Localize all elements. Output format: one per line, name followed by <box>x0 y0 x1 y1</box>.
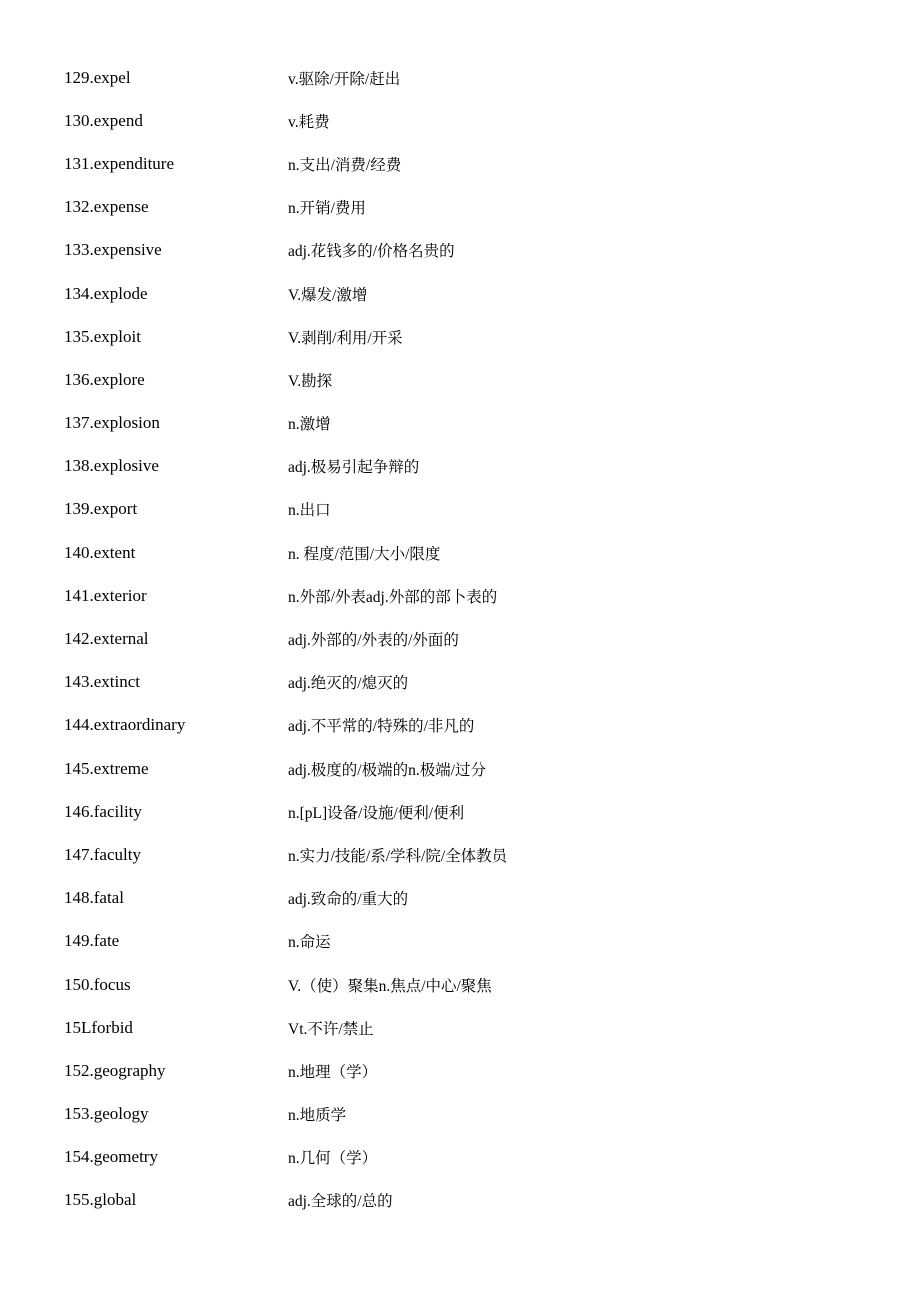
vocab-meaning: n.实力/技能/系/学科/院/全体教员 <box>288 847 508 865</box>
vocab-meaning: adj.花钱多的/价格名贵的 <box>288 243 455 261</box>
vocab-meaning: Vt.不许/禁止 <box>288 1020 374 1038</box>
vocab-meaning: V.勘探 <box>288 372 333 390</box>
list-item <box>64 661 864 704</box>
vocab-meaning: n.几何（学） <box>288 1150 378 1168</box>
vocab-meaning: n.支出/消费/经费 <box>288 156 402 174</box>
list-item <box>64 315 864 358</box>
vocab-word: 131.expenditure <box>64 153 174 173</box>
vocab-word: 133.expensive <box>64 240 162 260</box>
vocab-meaning: v.驱除/开除/赶出 <box>288 70 401 88</box>
vocab-meaning: v.耗费 <box>288 113 330 131</box>
vocab-word: 139.export <box>64 499 138 519</box>
list-item <box>64 747 864 790</box>
list-item <box>64 704 864 747</box>
list-item <box>64 99 864 142</box>
list-item <box>64 229 864 272</box>
list-item <box>64 531 864 574</box>
vocab-word: 149.fate <box>64 931 120 951</box>
vocab-meaning: n.开销/费用 <box>288 200 366 218</box>
list-item <box>64 963 864 1006</box>
vocab-word: 143.extinct <box>64 672 141 692</box>
list-item <box>64 1006 864 1049</box>
vocab-word: 135.exploit <box>64 326 141 346</box>
vocab-meaning: adj.全球的/总的 <box>288 1193 393 1211</box>
vocab-word: 136.explore <box>64 369 145 389</box>
vocab-meaning: n.地理（学） <box>288 1063 378 1081</box>
list-item <box>64 1093 864 1136</box>
list-item <box>64 445 864 488</box>
vocab-meaning: n.激增 <box>288 416 331 434</box>
vocab-meaning: adj.致命的/重大的 <box>288 891 409 909</box>
list-item <box>64 272 864 315</box>
list-item <box>64 56 864 99</box>
vocab-meaning: n.[pL]设备/设施/便利/便利 <box>288 804 465 822</box>
list-item <box>64 1049 864 1092</box>
vocab-word: 134.explode <box>64 283 148 303</box>
list-item <box>64 833 864 876</box>
vocab-word: 146.facility <box>64 801 142 821</box>
vocab-word: 140.extent <box>64 542 136 562</box>
vocab-meaning: V.爆发/激增 <box>288 286 368 304</box>
list-item <box>64 574 864 617</box>
vocab-meaning: V.剥削/利用/开采 <box>288 329 403 347</box>
vocab-word: 152.geography <box>64 1060 166 1080</box>
list-item <box>64 186 864 229</box>
list-item <box>64 877 864 920</box>
list-item <box>64 488 864 531</box>
vocab-word: 142.external <box>64 629 149 649</box>
vocab-word: 145.extreme <box>64 758 149 778</box>
vocab-meaning: n.出口 <box>288 502 331 520</box>
vocab-meaning: adj.不平常的/特殊的/非凡的 <box>288 718 475 736</box>
vocab-word: 129.expel <box>64 67 131 87</box>
vocab-word: 147.faculty <box>64 844 141 864</box>
list-item <box>64 358 864 401</box>
list-item <box>64 142 864 185</box>
vocab-word: 15Lforbid <box>64 1017 133 1037</box>
vocab-meaning: V.（使）聚集n.焦点/中心/聚焦 <box>288 977 492 995</box>
vocab-word: 148.fatal <box>64 888 124 908</box>
vocab-meaning: n.命运 <box>288 934 331 952</box>
vocab-word: 132.expense <box>64 197 149 217</box>
vocab-word: 153.geology <box>64 1104 149 1124</box>
vocab-word: 155.global <box>64 1190 137 1210</box>
vocab-word: 154.geometry <box>64 1147 158 1167</box>
vocab-word: 138.explosive <box>64 456 159 476</box>
list-item <box>64 402 864 445</box>
list-item <box>64 920 864 963</box>
list-item <box>64 1179 864 1222</box>
vocab-word: 150.focus <box>64 974 131 994</box>
vocab-meaning: n. 程度/范围/大小/限度 <box>288 545 441 563</box>
vocab-word: 144.extraordinary <box>64 715 186 735</box>
vocab-meaning: n.地质学 <box>288 1107 347 1125</box>
vocab-word: 130.expend <box>64 110 143 130</box>
list-item <box>64 1136 864 1179</box>
vocab-meaning: adj.绝灭的/熄灭的 <box>288 675 409 693</box>
list-item <box>64 617 864 660</box>
vocab-word: 137.explosion <box>64 413 160 433</box>
vocab-meaning: adj.外部的/外表的/外面的 <box>288 632 459 650</box>
list-item <box>64 790 864 833</box>
vocab-word: 141.exterior <box>64 585 147 605</box>
vocab-meaning: adj.极度的/极端的n.极端/过分 <box>288 761 487 779</box>
vocab-meaning: adj.极易引起争辩的 <box>288 459 420 477</box>
vocab-list <box>64 56 864 1222</box>
vocab-meaning: n.外部/外表adj.外部的部卜表的 <box>288 588 498 606</box>
